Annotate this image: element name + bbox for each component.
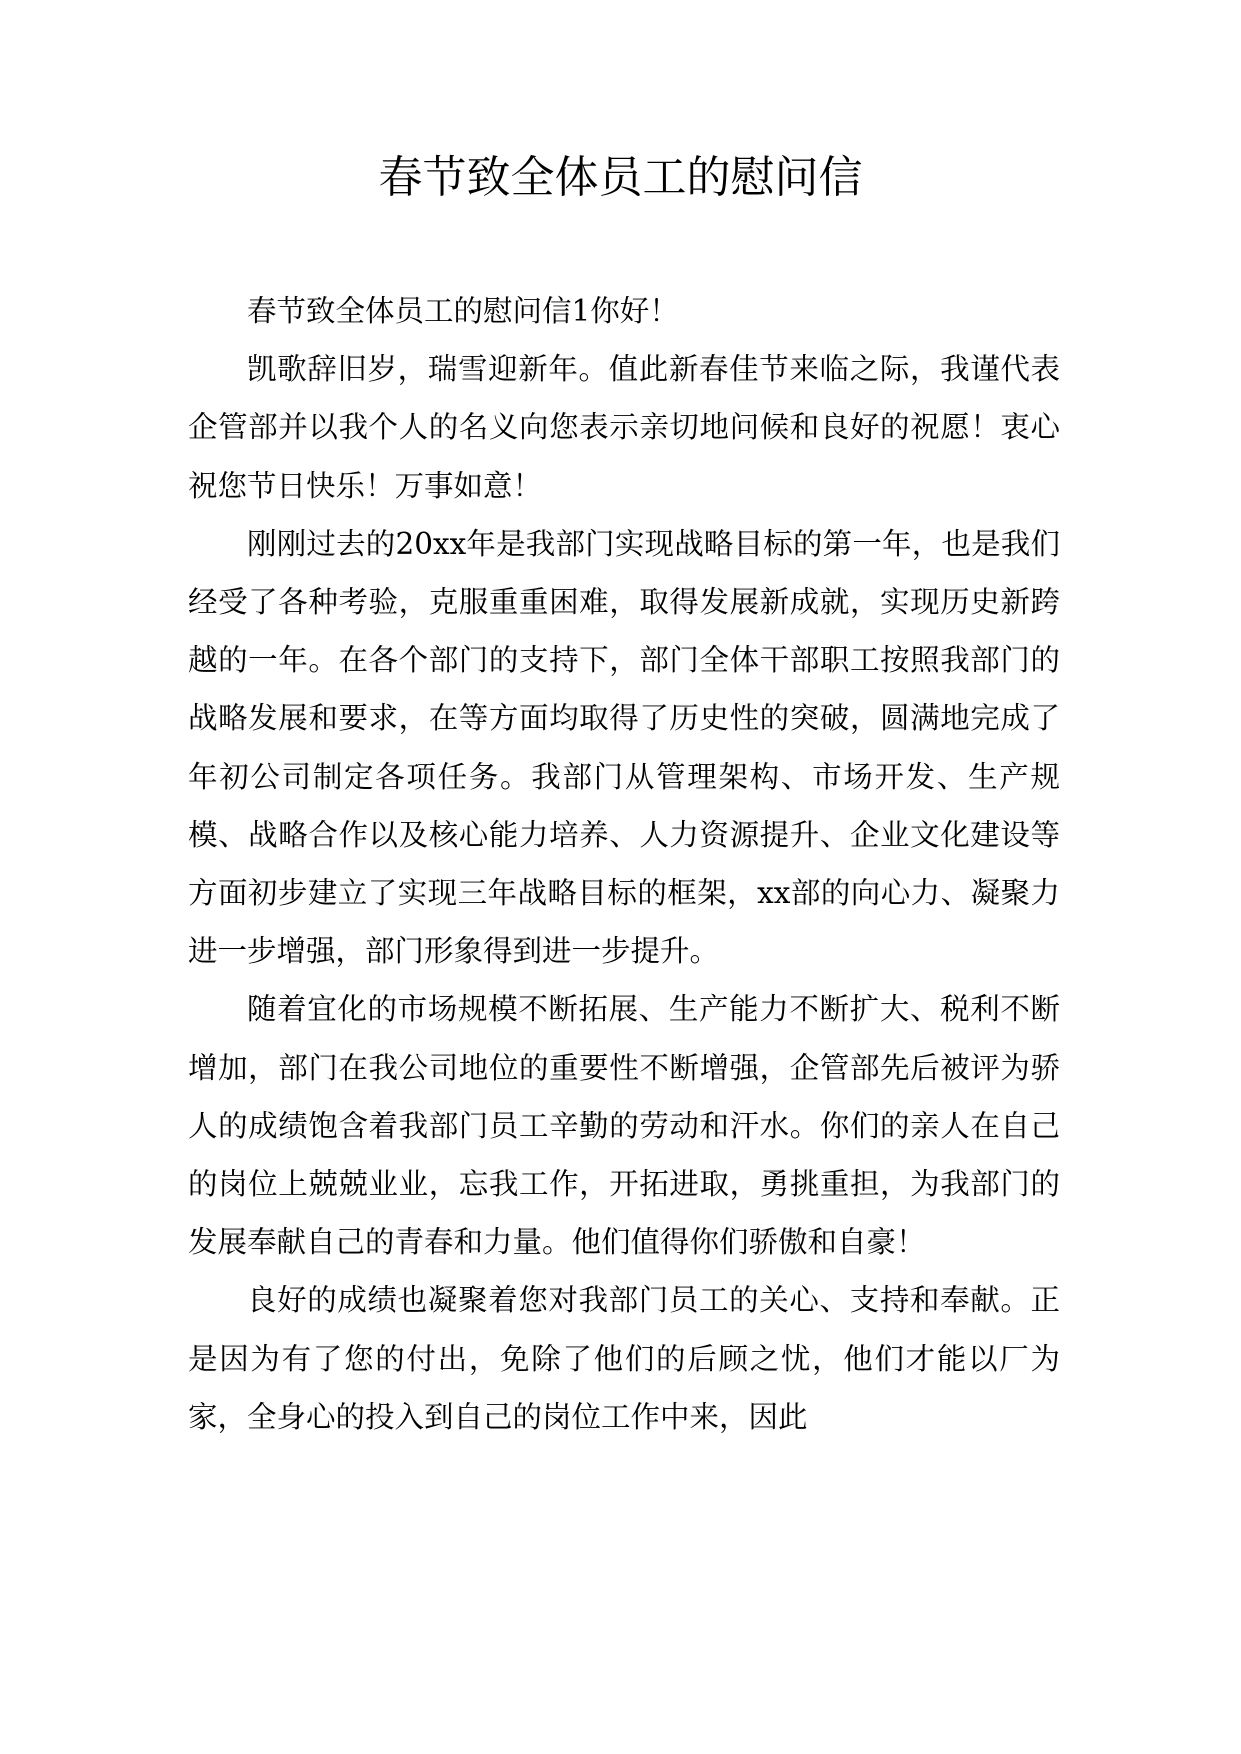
paragraph-achievements: 刚刚过去的20xx年是我部门实现战略目标的第一年，也是我们经受了各种考验，克服重重困难，取得发展新成就，实现历史新跨越的一年。在各个部门的支持下，部门全体干部职工按照我部门的战略发展和要求，在等方面均取得了历史性的突破，圆满地完成了年初公司制定各项任务。我部门从管理架构、市场开发、生产规模、战略合作以及核心能力培养、人力资源提升、企业文化建设等方面初步建立了实现三年战略目标的框架，xx部的向心力、凝聚力进一步增强，部门形象得到进一步提升。 bbox=[188, 526, 1060, 969]
paragraph-family-support: 良好的成绩也凝聚着您对我部门员工的关心、支持和奉献。正是因为有了您的付出，免除了他们的后顾之忧，他们才能以厂为家，全身心的投入到自己的岗位工作中来，因此 bbox=[188, 1283, 1060, 1434]
document-body bbox=[188, 282, 1060, 1446]
paragraph-employee-contribution: 随着宜化的市场规模不断拓展、生产能力不断扩大、税利不断增加，部门在我公司地位的重要性不断增强，企管部先后被评为骄人的成绩饱含着我部门员工辛勤的劳动和汗水。你们的亲人在自己的岗位上兢兢业业，忘我工作，开拓进取，勇挑重担，为我部门的发展奉献自己的青春和力量。他们值得你们骄傲和自豪！ bbox=[188, 992, 1060, 1260]
paragraph-new-year-wishes: 凯歌辞旧岁，瑞雪迎新年。值此新春佳节来临之际，我谨代表企管部并以我个人的名义向您表示亲切地问候和良好的祝愿！衷心祝您节日快乐！万事如意！ bbox=[188, 352, 1060, 503]
document-title: 春节致全体员工的慰问信 bbox=[378, 152, 863, 203]
paragraph-greeting: 春节致全体员工的慰问信1你好！ bbox=[247, 294, 679, 328]
